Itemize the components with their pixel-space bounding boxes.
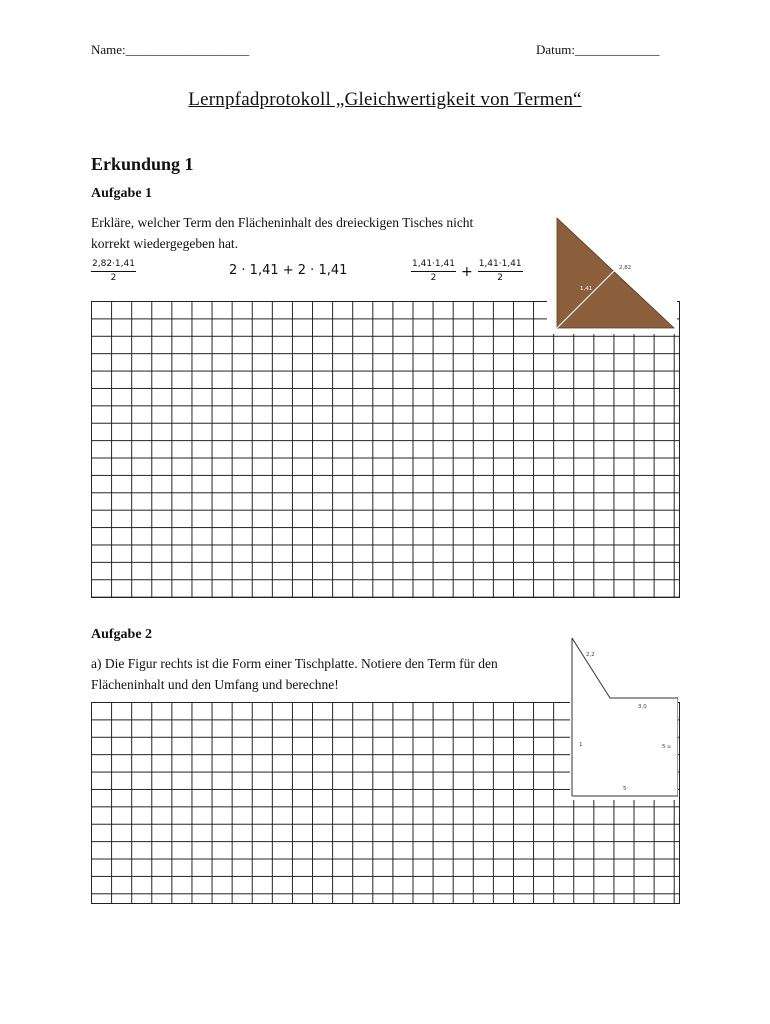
task2-instruction-line2: Flächeninhalt und den Umfang und berechne! <box>91 677 339 692</box>
triangle-label-height: 1,41 <box>580 286 593 292</box>
name-field-label: Name:___________________ <box>91 42 250 57</box>
term-3a-numerator: 1,41·1,41 <box>411 259 456 272</box>
term-3b-denominator: 2 <box>497 273 504 283</box>
term-3-first-fraction <box>411 259 456 284</box>
tabletop-label-mid: 3,0 <box>638 704 647 710</box>
term-3a-denominator: 2 <box>430 273 437 283</box>
tabletop-label-top: 2,2 <box>586 652 595 658</box>
tabletop-shape-figure <box>570 636 678 800</box>
task2-instruction-line1: a) Die Figur rechts ist die Form einer Tischplatte. Notiere den Term für den <box>91 656 498 671</box>
term-1-numerator: 2,82·1,41 <box>91 259 136 272</box>
tabletop-shape-drawing <box>570 636 678 800</box>
term-3-second-fraction <box>478 259 523 284</box>
tabletop-slanted-edge <box>572 638 678 698</box>
triangle-table-figure <box>547 214 677 334</box>
date-field-label: Datum:_____________ <box>536 42 660 57</box>
tabletop-label-right: 5 u <box>662 744 671 750</box>
triangle-table-drawing <box>547 214 677 334</box>
task1-instruction-line2: korrekt wiedergegeben hat. <box>91 236 239 251</box>
answer-grid-task1[interactable] <box>91 301 680 598</box>
task1-heading: Aufgabe 1 <box>91 186 153 201</box>
triangle-label-hypotenuse: 2,82 <box>619 265 632 271</box>
term-3 <box>411 259 523 284</box>
task2-heading: Aufgabe 2 <box>91 627 153 642</box>
triangle-shape <box>557 218 674 328</box>
term-3-plus: + <box>460 263 473 280</box>
term-1-fraction <box>91 259 136 284</box>
term-1-denominator: 2 <box>110 273 117 283</box>
tabletop-label-left: 1 <box>579 742 583 748</box>
section-heading-erkundung-1: Erkundung 1 <box>91 154 194 174</box>
page-title: Lernpfadprotokoll „Gleichwertigkeit von Termen“ <box>188 89 582 110</box>
tabletop-label-bottom: 5 <box>623 786 627 792</box>
term-3b-numerator: 1,41·1,41 <box>478 259 523 272</box>
term-2: 2 · 1,41 + 2 · 1,41 <box>229 263 348 278</box>
task1-instruction-line1: Erkläre, welcher Term den Flächeninhalt des dreieckigen Tisches nicht <box>91 215 474 230</box>
